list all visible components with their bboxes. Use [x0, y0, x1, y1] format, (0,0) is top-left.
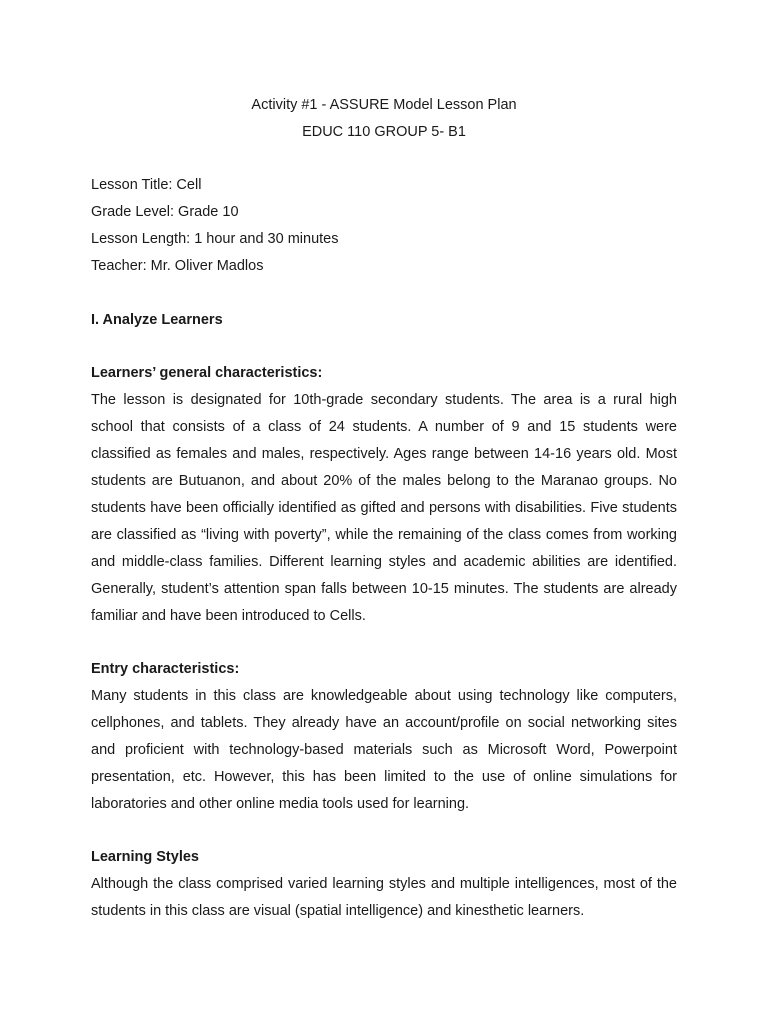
document-header [91, 92, 677, 146]
learning-styles-text: Although the class comprised varied learning styles and multiple intelligences, most of the students in this class are visual (spatial intelligence) and kinesthetic learners. [91, 876, 677, 919]
document-title: Activity #1 - ASSURE Model Lesson Plan [251, 97, 517, 113]
general-characteristics-text: The lesson is designated for 10th-grade secondary students. The area is a rural high school that consists of a class of 24 students. A number of 9 and 15 students were classified as females and males, respectively. Ages range between 14-16 years old. Most students are Butuanon, and about 20% of the males belong to the Maranao groups. No students have been officially identified as gifted and persons with disabilities. Five students are classified as “living with poverty”, while the remaining of the class comes from working and middle-class families. Different learning styles and academic abilities are identified. Generally, student’s attention span falls between 10-15 minutes. The students are already familiar and have been introduced to Cells. [91, 392, 677, 624]
lesson-length: Lesson Length: 1 hour and 30 minutes [91, 231, 339, 247]
general-characteristics-heading: Learners’ general characteristics: [91, 365, 323, 381]
entry-characteristics-text: Many students in this class are knowledgeable about using technology like computers, cellphones, and tablets. They already have an account/profile on social networking sites and proficient with technology-based materials such as Microsoft Word, Powerpoint presentation, etc. However, this has been limited to the use of online simulations for laboratories and other online media tools used for learning. [91, 688, 677, 812]
document-subtitle: EDUC 110 GROUP 5- B1 [302, 124, 466, 140]
lesson-title: Lesson Title: Cell [91, 177, 202, 193]
grade-level: Grade Level: Grade 10 [91, 204, 239, 220]
section-analyze-learners-heading: I. Analyze Learners [91, 312, 223, 328]
lesson-info [91, 172, 677, 280]
entry-characteristics-heading: Entry characteristics: [91, 661, 240, 677]
learning-styles-heading: Learning Styles [91, 849, 199, 865]
teacher: Teacher: Mr. Oliver Madlos [91, 258, 264, 274]
